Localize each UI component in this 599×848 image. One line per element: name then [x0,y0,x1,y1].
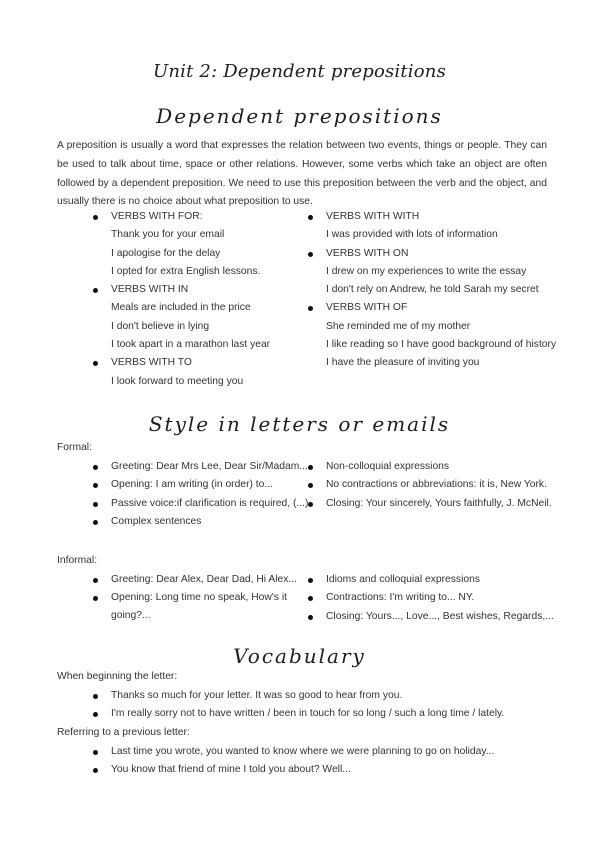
example-line: Meals are included in the price [111,302,251,314]
right-verbs-column [326,208,556,373]
list-item: Closing: Your sincerely, Yours faithfully, J. McNeil. [326,495,556,513]
example-line: I don't believe in lying [111,320,210,332]
formal-label: Formal: [57,442,92,453]
informal-label: Informal: [57,555,98,566]
list-item: Last time you wrote, you wanted to know where we were planning to go on holiday... [111,743,551,761]
example-line: I opted for extra English lessons. [111,265,261,277]
verbs-in-heading: VERBS WITH IN [111,281,311,299]
informal-left-list [111,571,316,625]
example-line: I apologise for the delay [111,247,221,259]
example-line: She reminded me of my mother [326,320,471,332]
list-item: Greeting: Dear Mrs Lee, Dear Sir/Madam... [111,458,311,476]
list-item: You know that friend of mine I told you about? Well... [111,761,551,779]
beginning-label: When beginning the letter: [57,671,178,682]
list-item: Opening: I am writing (in order) to... [111,476,311,494]
beginning-list [111,687,551,724]
example-line: I drew on my experiences to write the essay [326,265,527,277]
example-line: I was provided with lots of information [326,229,498,241]
intro-paragraph: A preposition is usually a word that expresses the relation between two events, things or people. They can be used to talk about time, space or other relations. However, some verbs which take an object are often followed by a dependent preposition. We need to use this preposition between the verb and the object, and usually there is no choice about what preposition to use. [57,140,547,208]
example-line: I have the pleasure of inviting you [326,357,480,369]
verbs-of-heading: VERBS WITH OF [326,299,556,317]
verbs-to-heading: VERBS WITH TO [111,354,311,372]
list-item: No contractions or abbreviations: it is, New York. [326,476,556,494]
example-line: I don't rely on Andrew, he told Sarah my secret [326,284,539,296]
page-title: Unit 2: Dependent prepositions [152,61,447,82]
section-heading-style: Style in letters or emails [148,412,451,436]
informal-right-list [326,571,556,626]
previous-letter-list [111,743,551,780]
list-item: Opening: Long time no speak, How's it going?... [111,589,316,625]
example-line: I look forward to meeting you [111,375,244,387]
left-verbs-column [111,208,311,391]
verbs-with-heading: VERBS WITH WITH [326,208,556,226]
verbs-for-heading: VERBS WITH FOR: [111,208,311,226]
example-line: Thank you for your email [111,229,225,241]
list-item: I'm really sorry not to have written / been in touch for so long / such a long time / lately. [111,705,551,723]
section-heading-vocabulary: Vocabulary [233,644,366,668]
previous-letter-label: Referring to a previous letter: [57,727,190,738]
list-item: Complex sentences [111,513,311,531]
example-line: I like reading so I have good background of history [326,339,557,351]
section-heading-dependent: Dependent prepositions [156,104,443,128]
formal-left-list [111,458,311,531]
list-item: Non-colloquial expressions [326,458,556,476]
list-item: Passive voice:if clarification is required, (...) [111,495,311,513]
list-item: Contractions: I'm writing to... NY. [326,589,556,607]
list-item: Closing: Yours..., Love..., Best wishes, Regards,... [326,608,556,626]
verbs-on-heading: VERBS WITH ON [326,245,556,263]
example-line: I took apart in a marathon last year [111,339,271,351]
formal-right-list [326,458,556,513]
list-item: Idioms and colloquial expressions [326,571,556,589]
list-item: Thanks so much for your letter. It was so good to hear from you. [111,687,551,705]
list-item: Greeting: Dear Alex, Dear Dad, Hi Alex... [111,571,316,589]
